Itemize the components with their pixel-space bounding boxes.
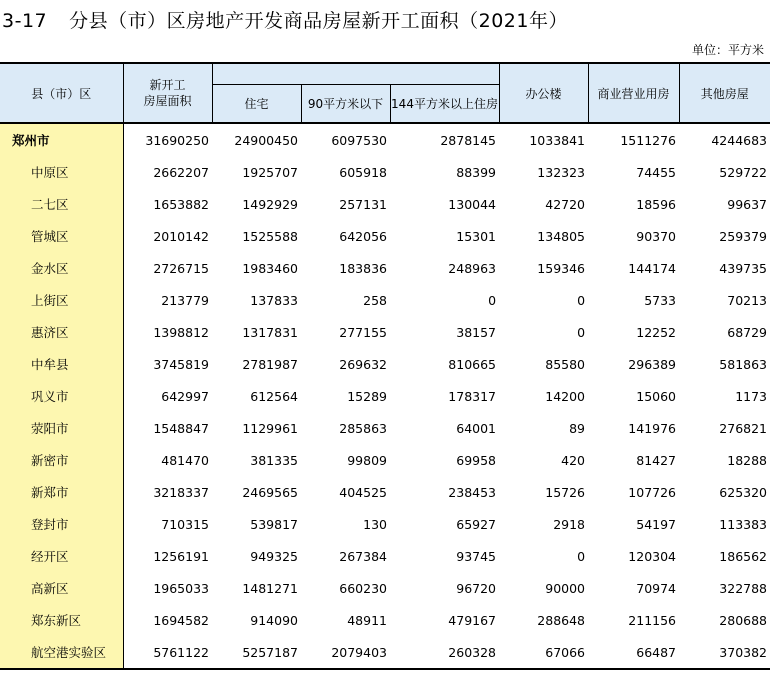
region-name-cell: 高新区 [0,572,123,604]
region-name-cell: 郑州市 [0,123,123,156]
cell-office: 14200 [545,388,586,404]
cell-over-144: 178317 [448,388,497,404]
header-other: 其他房屋 [679,63,770,123]
cell-office: 42720 [545,196,586,212]
region-name-cell: 上街区 [0,284,123,316]
cell-residential: 1129961 [242,420,298,436]
cell-total: 710315 [161,516,209,532]
table-number: 3-17 [2,10,48,32]
cell-residential: 612564 [250,388,298,404]
cell-office: 420 [561,452,586,468]
header-new-start-area [123,63,212,123]
cell-residential: 24900450 [234,132,298,148]
region-name-cell: 航空港实验区 [0,636,123,669]
cell-office: 0 [577,324,586,340]
region-name-cell: 登封市 [0,508,123,540]
cell-commercial: 74455 [636,164,677,180]
cell-other: 4244683 [711,132,768,148]
cell-residential: 2781987 [242,356,298,372]
cell-commercial: 12252 [636,324,677,340]
table-row [0,220,770,252]
cell-residential: 1492929 [242,196,298,212]
cell-over-144: 130044 [448,196,497,212]
cell-under-90: 267384 [339,548,387,564]
cell-residential: 2469565 [242,484,298,500]
cell-other: 276821 [719,420,768,436]
cell-office: 89 [569,420,586,436]
cell-under-90: 642056 [339,228,387,244]
region-name-cell: 中原区 [0,156,123,188]
cell-commercial: 120304 [628,548,677,564]
cell-over-144: 479167 [448,612,497,628]
cell-over-144: 260328 [390,636,499,669]
region-name-cell: 巩义市 [0,380,123,412]
cell-other: 99637 [727,196,768,212]
cell-other: 625320 [719,484,768,500]
cell-over-144: 69958 [456,452,497,468]
cell-commercial: 5733 [644,292,677,308]
table-row-total [0,123,770,156]
cell-other: 439735 [719,260,768,276]
cell-residential: 1317831 [242,324,298,340]
cell-total: 3218337 [153,484,209,500]
cell-office: 159346 [537,260,586,276]
cell-commercial: 54197 [636,516,677,532]
cell-total: 2662207 [153,164,209,180]
cell-other: 370382 [679,636,770,669]
cell-under-90: 257131 [339,196,387,212]
cell-residential: 5257187 [212,636,301,669]
cell-office: 85580 [545,356,586,372]
cell-total: 1694582 [153,612,209,628]
region-name-cell: 中牟县 [0,348,123,380]
header-office: 办公楼 [499,63,588,123]
cell-residential: 914090 [250,612,298,628]
data-table [0,62,770,670]
cell-commercial: 296389 [628,356,677,372]
cell-other: 529722 [719,164,768,180]
table-row [0,412,770,444]
cell-over-144: 64001 [456,420,497,436]
cell-office: 1033841 [529,132,586,148]
cell-commercial: 66487 [588,636,679,669]
cell-total: 1398812 [153,324,209,340]
cell-other: 113383 [719,516,768,532]
cell-over-144: 2878145 [440,132,497,148]
cell-under-90: 269632 [339,356,387,372]
region-name-cell: 二七区 [0,188,123,220]
table-row [0,348,770,380]
table-row [0,604,770,636]
cell-commercial: 15060 [636,388,677,404]
cell-under-90: 6097530 [331,132,387,148]
table-body [0,123,770,669]
table-row [0,284,770,316]
table-row [0,444,770,476]
cell-under-90: 2079403 [301,636,390,669]
cell-over-144: 810665 [448,356,497,372]
cell-under-90: 130 [363,516,387,532]
cell-office: 0 [577,292,586,308]
cell-office: 15726 [545,484,586,500]
cell-over-144: 65927 [456,516,497,532]
cell-total: 3745819 [153,356,209,372]
header-under-90: 90平方米以下 [301,85,390,123]
cell-commercial: 90370 [636,228,677,244]
table-row [0,572,770,604]
table-row [0,508,770,540]
cell-commercial: 18596 [636,196,677,212]
cell-office: 0 [577,548,586,564]
cell-residential: 1525588 [242,228,298,244]
cell-under-90: 285863 [339,420,387,436]
cell-commercial: 141976 [628,420,677,436]
header-new-start-line2: 房屋面积 [143,94,192,108]
cell-other: 70213 [727,292,768,308]
cell-commercial: 81427 [636,452,677,468]
region-name-cell: 新密市 [0,444,123,476]
cell-residential: 137833 [250,292,298,308]
cell-total: 1256191 [153,548,209,564]
cell-office: 2918 [553,516,586,532]
cell-office: 288648 [537,612,586,628]
cell-commercial: 1511276 [620,132,677,148]
cell-total: 1548847 [153,420,209,436]
table-row [0,540,770,572]
page-title [2,6,568,33]
cell-under-90: 48911 [347,612,387,628]
cell-commercial: 144174 [628,260,677,276]
cell-residential: 1925707 [242,164,298,180]
table-row [0,316,770,348]
cell-under-90: 183836 [339,260,387,276]
cell-other: 259379 [719,228,768,244]
cell-commercial: 211156 [628,612,677,628]
cell-office: 134805 [537,228,586,244]
cell-other: 68729 [727,324,768,340]
cell-over-144: 15301 [456,228,497,244]
cell-under-90: 660230 [339,580,387,596]
cell-under-90: 15289 [347,388,387,404]
cell-residential: 1481271 [242,580,298,596]
cell-total: 642997 [161,388,209,404]
cell-residential: 1983460 [242,260,298,276]
cell-under-90: 277155 [339,324,387,340]
cell-total: 1965033 [153,580,209,596]
unit-label: 单位：平方米 [691,43,764,57]
cell-total: 213779 [161,292,209,308]
cell-other: 280688 [719,612,768,628]
cell-over-144: 0 [488,292,497,308]
cell-residential: 949325 [250,548,298,564]
cell-under-90: 258 [363,292,387,308]
table-row [0,156,770,188]
cell-total: 2726715 [153,260,209,276]
table-row [0,476,770,508]
cell-commercial: 70974 [636,580,677,596]
cell-over-144: 248963 [448,260,497,276]
cell-total: 481470 [161,452,209,468]
cell-other: 186562 [719,548,768,564]
header-residential-group-top [212,63,499,85]
cell-under-90: 605918 [339,164,387,180]
region-name-cell: 经开区 [0,540,123,572]
region-name-cell: 管城区 [0,220,123,252]
cell-office: 67066 [499,636,588,669]
header-new-start-line1: 新开工 [149,78,186,92]
cell-total: 1653882 [153,196,209,212]
region-name-cell: 郑东新区 [0,604,123,636]
cell-over-144: 238453 [448,484,497,500]
region-name-cell: 荥阳市 [0,412,123,444]
cell-over-144: 96720 [456,580,497,596]
cell-residential: 381335 [250,452,298,468]
region-name-cell: 惠济区 [0,316,123,348]
cell-under-90: 404525 [339,484,387,500]
cell-over-144: 38157 [456,324,497,340]
cell-commercial: 107726 [628,484,677,500]
cell-other: 1173 [735,388,768,404]
header-over-144: 144平方米以上住房 [390,85,499,123]
region-name-cell: 新郑市 [0,476,123,508]
header-region: 县（市）区 [0,63,123,123]
header-residential: 住宅 [212,85,301,123]
header-commercial: 商业营业用房 [588,63,679,123]
table-title: 分县（市）区房地产开发商品房屋新开工面积（2021年） [69,10,568,32]
cell-total: 31690250 [145,132,209,148]
region-name-cell: 金水区 [0,252,123,284]
cell-over-144: 93745 [456,548,497,564]
table-row [0,380,770,412]
cell-office: 132323 [537,164,586,180]
cell-residential: 539817 [250,516,298,532]
table-row [0,188,770,220]
cell-total: 2010142 [153,228,209,244]
cell-over-144: 88399 [456,164,497,180]
cell-total: 5761122 [123,636,212,669]
cell-other: 322788 [719,580,768,596]
table-row [0,252,770,284]
table-row [0,636,770,669]
cell-other: 581863 [719,356,768,372]
cell-office: 90000 [545,580,586,596]
cell-other: 18288 [727,452,768,468]
cell-under-90: 99809 [347,452,387,468]
